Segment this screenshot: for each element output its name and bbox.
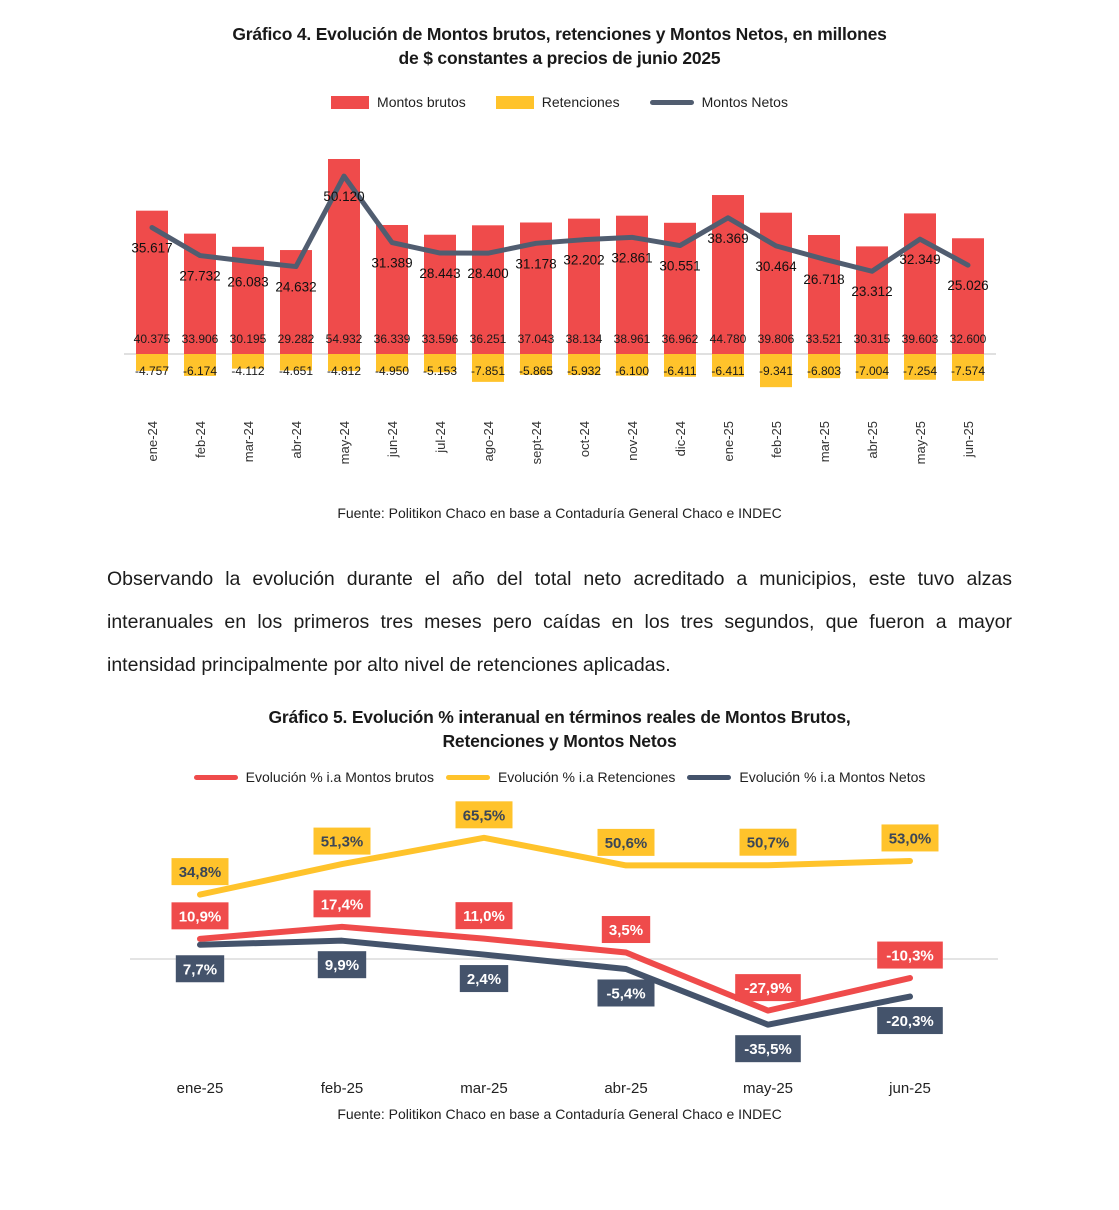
svg-text:ene-25: ene-25 xyxy=(720,421,736,462)
svg-text:may-25: may-25 xyxy=(912,421,928,465)
retenciones-legend-label: Retenciones xyxy=(541,94,620,110)
svg-text:-4.651: -4.651 xyxy=(278,364,313,378)
svg-text:50.120: 50.120 xyxy=(322,189,365,205)
svg-text:38.134: 38.134 xyxy=(565,332,602,346)
svg-text:24.632: 24.632 xyxy=(274,279,317,295)
svg-text:26.083: 26.083 xyxy=(226,274,269,290)
grafico5-source: Fuente: Politikon Chaco en base a Contaduría General Chaco e INDEC xyxy=(337,1106,782,1122)
svg-text:-7.574: -7.574 xyxy=(950,364,985,378)
evolucion-retenciones-legend-label: Evolución % i.a Retenciones xyxy=(497,769,676,785)
svg-text:-6.411: -6.411 xyxy=(710,364,745,378)
svg-text:27.732: 27.732 xyxy=(178,268,221,284)
svg-text:oct-24: oct-24 xyxy=(576,421,592,458)
svg-text:-6.174: -6.174 xyxy=(182,364,217,378)
grafico5-title-line2: Retenciones y Montos Netos xyxy=(442,731,677,751)
svg-text:nov-24: nov-24 xyxy=(624,421,640,461)
body-paragraph: Observando la evolución durante el año del total neto acreditado a municipios, este tuvo alzas interanuales en los primeros tres meses pero caídas en los tres segundos, que fueron a mayor intensidad principalmente por alto nivel de retenciones aplicadas. xyxy=(107,568,1012,676)
svg-text:ene-25: ene-25 xyxy=(176,1080,223,1097)
svg-text:37.043: 37.043 xyxy=(517,332,554,346)
grafico5-plot xyxy=(110,795,1010,1105)
evolucion-netos-legend-label: Evolución % i.a Montos Netos xyxy=(739,769,926,785)
grafico5-legend xyxy=(0,769,1119,785)
legend-item-evolucion-retenciones xyxy=(446,769,675,785)
evolucion-brutos-swatch xyxy=(194,775,238,780)
svg-text:jun-25: jun-25 xyxy=(888,1080,931,1097)
svg-text:-9.341: -9.341 xyxy=(758,364,793,378)
svg-text:abr-25: abr-25 xyxy=(864,421,880,459)
svg-text:mar-24: mar-24 xyxy=(240,421,256,463)
svg-text:7,7%: 7,7% xyxy=(182,961,217,979)
legend-item-montos-netos xyxy=(650,94,788,110)
svg-text:30.464: 30.464 xyxy=(754,258,797,274)
svg-text:sept-24: sept-24 xyxy=(528,421,544,465)
svg-text:ene-24: ene-24 xyxy=(144,421,160,462)
svg-text:jun-25: jun-25 xyxy=(960,421,976,458)
legend-item-evolucion-netos xyxy=(687,769,925,785)
montos-brutos-legend-label: Montos brutos xyxy=(377,94,466,110)
svg-text:33.906: 33.906 xyxy=(181,332,218,346)
svg-text:mar-25: mar-25 xyxy=(459,1080,508,1097)
svg-text:mar-25: mar-25 xyxy=(816,421,832,463)
svg-text:51,3%: 51,3% xyxy=(320,833,363,851)
svg-text:abr-24: abr-24 xyxy=(288,421,304,459)
legend-item-montos-brutos xyxy=(331,94,466,110)
svg-text:30.551: 30.551 xyxy=(658,258,701,274)
svg-text:-4.812: -4.812 xyxy=(326,364,361,378)
svg-text:40.375: 40.375 xyxy=(133,332,170,346)
grafico4-plot xyxy=(120,146,1000,504)
svg-text:may-24: may-24 xyxy=(336,421,352,465)
svg-text:2,4%: 2,4% xyxy=(466,971,501,989)
svg-text:-6.411: -6.411 xyxy=(662,364,697,378)
svg-text:-6.100: -6.100 xyxy=(614,364,649,378)
svg-text:feb-25: feb-25 xyxy=(320,1080,363,1097)
svg-text:25.026: 25.026 xyxy=(946,278,989,294)
svg-text:32.600: 32.600 xyxy=(949,332,986,346)
svg-text:50,7%: 50,7% xyxy=(746,834,789,852)
svg-text:65,5%: 65,5% xyxy=(462,807,505,825)
svg-text:dic-24: dic-24 xyxy=(672,421,688,457)
svg-text:-35,5%: -35,5% xyxy=(743,1041,792,1059)
svg-text:38.961: 38.961 xyxy=(613,332,650,346)
svg-text:54.932: 54.932 xyxy=(325,332,362,346)
grafico4-source: Fuente: Politikon Chaco en base a Contaduría General Chaco e INDEC xyxy=(337,505,782,521)
grafico5-section xyxy=(0,705,1119,1123)
svg-text:10,9%: 10,9% xyxy=(178,908,221,926)
svg-text:-20,3%: -20,3% xyxy=(885,1013,934,1031)
svg-text:-7.004: -7.004 xyxy=(854,364,889,378)
svg-text:26.718: 26.718 xyxy=(802,272,845,288)
svg-text:-5.932: -5.932 xyxy=(566,364,601,378)
svg-text:32.861: 32.861 xyxy=(610,250,653,266)
svg-text:may-25: may-25 xyxy=(742,1080,793,1097)
legend-item-evolucion-brutos xyxy=(194,769,434,785)
grafico5-title-line1: Gráfico 5. Evolución % interanual en términos reales de Montos Brutos, xyxy=(268,707,851,727)
svg-text:53,0%: 53,0% xyxy=(888,830,931,848)
svg-text:abr-25: abr-25 xyxy=(603,1080,648,1097)
svg-text:33.596: 33.596 xyxy=(421,332,458,346)
svg-text:50,6%: 50,6% xyxy=(604,834,647,852)
svg-text:39.603: 39.603 xyxy=(901,332,938,346)
svg-text:38.369: 38.369 xyxy=(706,230,749,246)
grafico4-title-line2: de $ constantes a precios de junio 2025 xyxy=(398,48,721,68)
grafico5-title xyxy=(0,705,1119,753)
svg-text:36.251: 36.251 xyxy=(469,332,506,346)
montos-brutos-swatch xyxy=(331,96,369,109)
evolucion-brutos-legend-label: Evolución % i.a Montos brutos xyxy=(245,769,434,785)
svg-text:33.521: 33.521 xyxy=(805,332,842,346)
svg-text:44.780: 44.780 xyxy=(709,332,746,346)
svg-text:30.315: 30.315 xyxy=(853,332,890,346)
svg-text:29.282: 29.282 xyxy=(277,332,314,346)
svg-text:-10,3%: -10,3% xyxy=(885,947,934,965)
grafico4-section xyxy=(0,22,1119,522)
evolucion-netos-swatch xyxy=(687,775,731,780)
svg-text:-7.851: -7.851 xyxy=(470,364,505,378)
svg-text:28.443: 28.443 xyxy=(418,266,461,282)
svg-text:9,9%: 9,9% xyxy=(324,957,359,975)
grafico4-title xyxy=(0,22,1119,70)
grafico4-legend xyxy=(0,94,1119,110)
grafico4-title-line1: Gráfico 4. Evolución de Montos brutos, retenciones y Montos Netos, en millones xyxy=(232,24,887,44)
montos-netos-swatch xyxy=(650,100,694,105)
svg-text:34,8%: 34,8% xyxy=(178,864,221,882)
svg-text:31.178: 31.178 xyxy=(514,256,557,272)
svg-text:jul-24: jul-24 xyxy=(432,421,448,453)
svg-text:31.389: 31.389 xyxy=(370,255,413,271)
svg-text:-27,9%: -27,9% xyxy=(743,980,792,998)
svg-text:-7.254: -7.254 xyxy=(902,364,937,378)
svg-text:32.349: 32.349 xyxy=(898,252,941,268)
svg-text:-5.153: -5.153 xyxy=(422,364,457,378)
svg-text:28.400: 28.400 xyxy=(466,266,509,282)
svg-text:17,4%: 17,4% xyxy=(320,896,363,914)
svg-text:-4.757: -4.757 xyxy=(134,364,169,378)
retenciones-swatch xyxy=(496,96,534,109)
svg-text:36.339: 36.339 xyxy=(373,332,410,346)
svg-text:30.195: 30.195 xyxy=(229,332,266,346)
svg-text:-5,4%: -5,4% xyxy=(605,985,646,1003)
svg-text:-4.112: -4.112 xyxy=(230,364,265,378)
svg-text:-4.950: -4.950 xyxy=(374,364,409,378)
svg-text:feb-25: feb-25 xyxy=(768,421,784,458)
svg-text:39.806: 39.806 xyxy=(757,332,794,346)
svg-text:ago-24: ago-24 xyxy=(480,421,496,462)
svg-text:32.202: 32.202 xyxy=(562,252,605,268)
svg-text:11,0%: 11,0% xyxy=(462,908,505,926)
svg-text:-5.865: -5.865 xyxy=(518,364,553,378)
montos-netos-legend-label: Montos Netos xyxy=(701,94,788,110)
legend-item-retenciones xyxy=(496,94,620,110)
svg-text:feb-24: feb-24 xyxy=(192,421,208,458)
svg-text:36.962: 36.962 xyxy=(661,332,698,346)
svg-text:jun-24: jun-24 xyxy=(384,421,400,458)
svg-text:-6.803: -6.803 xyxy=(806,364,841,378)
svg-text:35.617: 35.617 xyxy=(130,240,173,256)
svg-text:23.312: 23.312 xyxy=(850,284,893,300)
svg-text:3,5%: 3,5% xyxy=(608,922,643,940)
evolucion-retenciones-swatch xyxy=(446,775,490,780)
